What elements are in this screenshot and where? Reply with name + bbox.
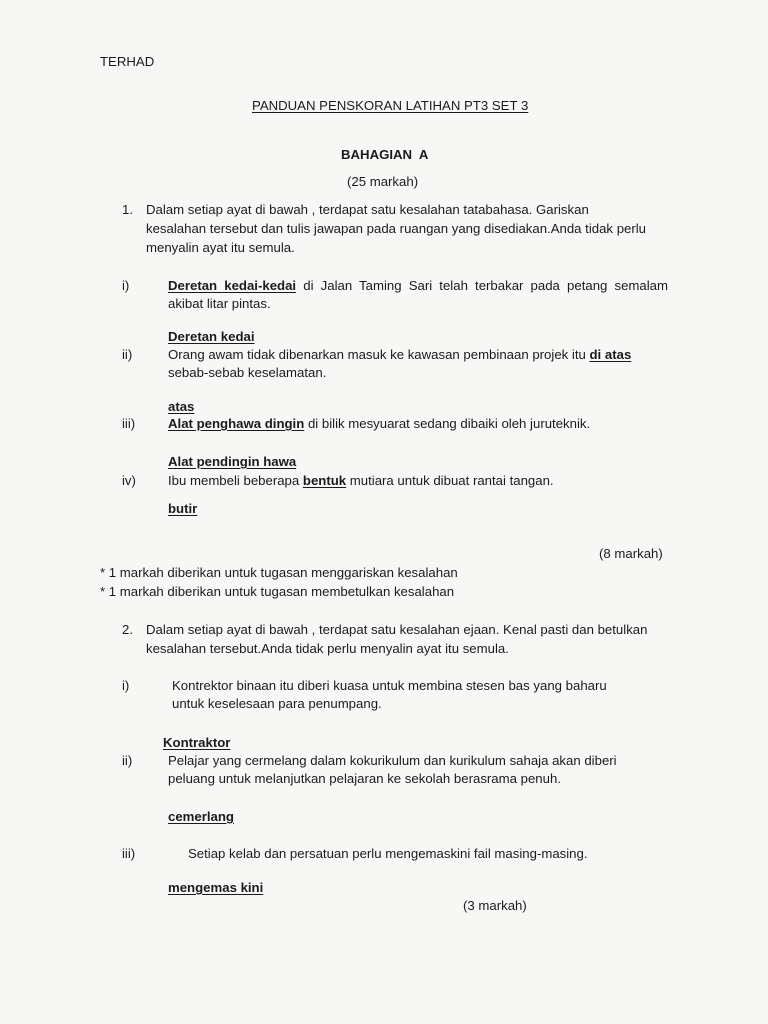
q1-item-answer: butir — [168, 501, 198, 516]
error-phrase: bentuk — [302, 473, 347, 488]
q1-instruction-line: menyalin ayat itu semula. — [146, 240, 295, 255]
q1-note: * 1 markah diberikan untuk tugasan membetulkan kesalahan — [100, 584, 455, 599]
q1-instruction-line: kesalahan tersebut dan tulis jawapan pada ruangan yang disediakan.Anda tidak perlu — [146, 221, 647, 236]
q2-item-number: ii) — [122, 753, 133, 768]
q2-item-number: i) — [122, 678, 130, 693]
q2-item-sentence-cont: untuk keselesaan para penumpang. — [172, 696, 382, 711]
q1-item-sentence: Alat penghawa dingin di bilik mesyuarat sedang dibaiki oleh juruteknik. — [168, 416, 591, 431]
q1-item-number: iv) — [122, 473, 136, 488]
section-title: BAHAGIAN A — [341, 147, 429, 162]
q2-instruction-line: kesalahan tersebut.Anda tidak perlu menyalin ayat itu semula. — [146, 641, 509, 656]
q2-item-sentence: Pelajar yang cermelang dalam kokurikulum dan kurikulum sahaja akan diberi — [168, 753, 617, 768]
page-title: PANDUAN PENSKORAN LATIHAN PT3 SET 3 — [252, 98, 529, 113]
q2-item-answer: Kontraktor — [163, 735, 231, 750]
error-phrase: Deretan kedai-kedai — [168, 278, 297, 293]
q2-item-sentence: Setiap kelab dan persatuan perlu mengemaskini fail masing-masing. — [188, 846, 588, 861]
q1-item-sentence-cont: sebab-sebab keselamatan. — [168, 365, 327, 380]
q2-item-sentence-cont: peluang untuk melanjutkan pelajaran ke sekolah berasrama penuh. — [168, 771, 561, 786]
q1-item-number: ii) — [122, 347, 133, 362]
q1-item-sentence: Ibu membeli beberapa bentuk mutiara untuk dibuat rantai tangan. — [168, 473, 554, 488]
q1-item-answer: Alat pendingin hawa — [168, 454, 297, 469]
q1-instruction-line: Dalam setiap ayat di bawah , terdapat satu kesalahan tatabahasa. Gariskan — [146, 202, 589, 217]
q1-item-answer: atas — [168, 399, 195, 414]
q1-item-sentence: Orang awam tidak dibenarkan masuk ke kawasan pembinaan projek itu di atas — [168, 347, 632, 362]
q2-item-answer: mengemas kini — [168, 880, 264, 895]
q1-note: * 1 markah diberikan untuk tugasan menggariskan kesalahan — [100, 565, 458, 580]
classification-label: TERHAD — [100, 54, 155, 69]
q1-item-number: iii) — [122, 416, 136, 431]
q2-instruction-line: Dalam setiap ayat di bawah , terdapat satu kesalahan ejaan. Kenal pasti dan betulkan — [146, 622, 648, 637]
q2-item-number: iii) — [122, 846, 136, 861]
q1-number: 1. — [122, 202, 133, 217]
q1-item-sentence-cont: akibat litar pintas. — [168, 296, 271, 311]
q1-marks: (8 markah) — [599, 546, 663, 561]
section-marks: (25 markah) — [347, 174, 419, 189]
q2-item-sentence: Kontrektor binaan itu diberi kuasa untuk membina stesen bas yang baharu — [172, 678, 607, 693]
error-phrase: di atas — [589, 347, 632, 362]
q1-item-answer: Deretan kedai — [168, 329, 255, 344]
error-phrase: Alat penghawa dingin — [168, 416, 305, 431]
q1-item-number: i) — [122, 278, 130, 293]
q1-item-sentence: Deretan kedai-kedai di Jalan Taming Sari telah terbakar pada petang semalam — [168, 278, 669, 293]
q2-item-answer: cemerlang — [168, 809, 234, 824]
q2-marks: (3 markah) — [463, 898, 527, 913]
q2-number: 2. — [122, 622, 133, 637]
